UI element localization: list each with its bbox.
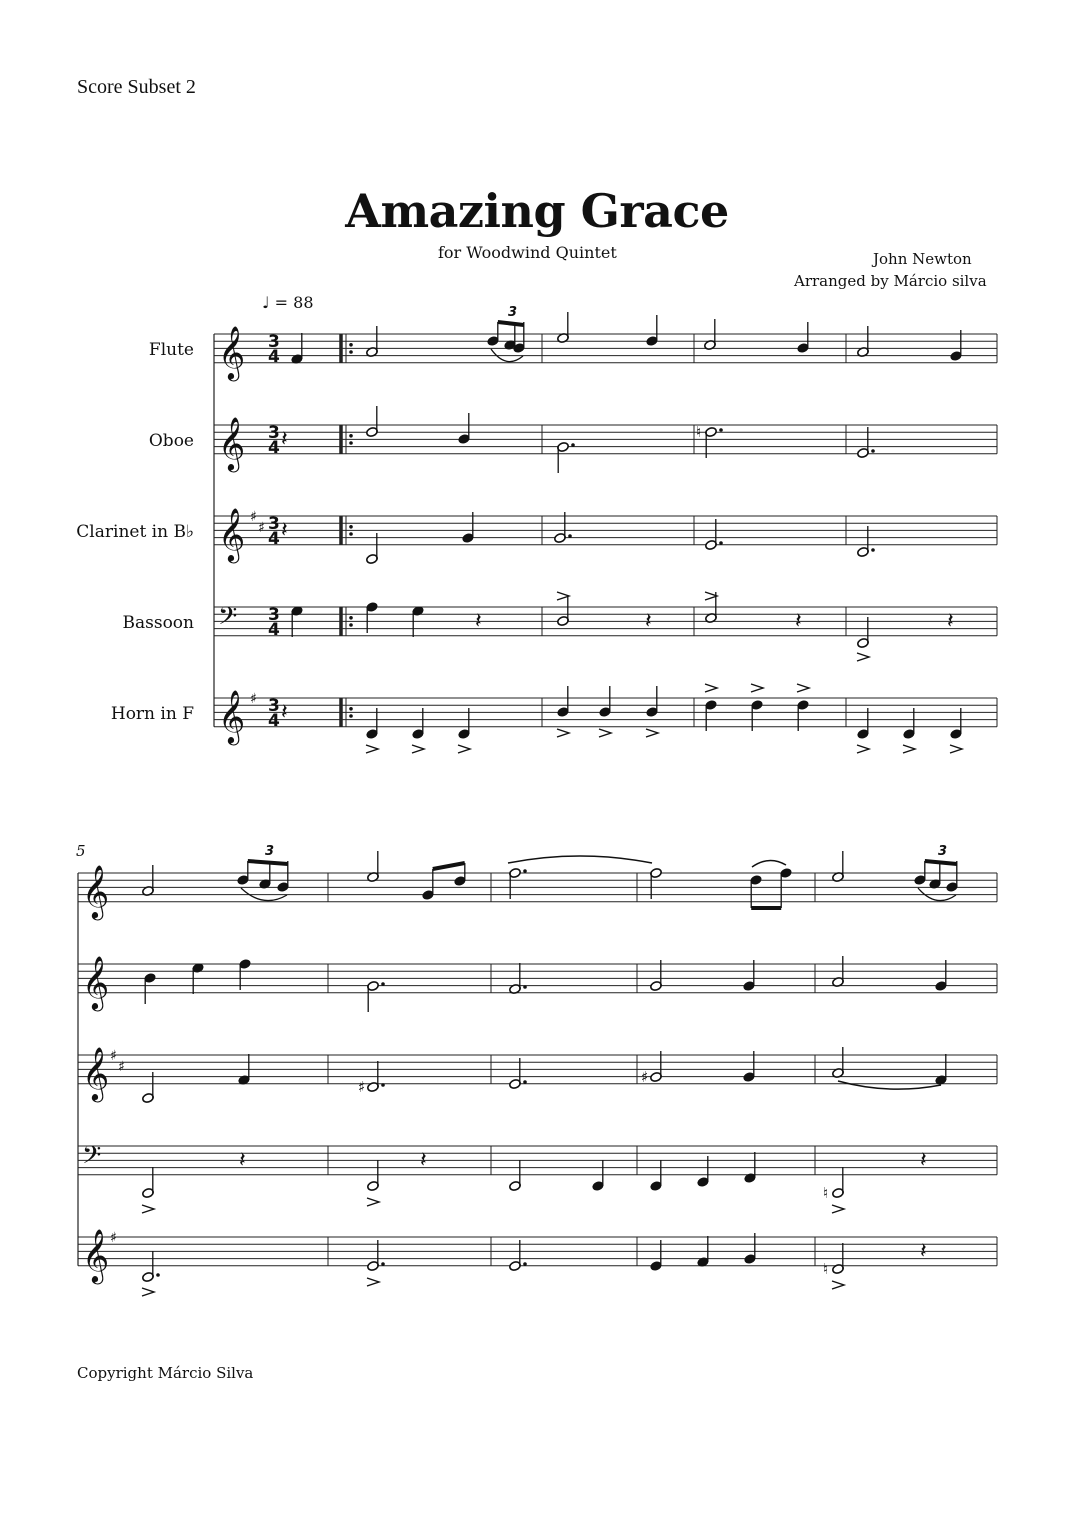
- accent-mark: [367, 1278, 379, 1286]
- instrument-label-oboe: Oboe: [148, 431, 194, 451]
- dot: [523, 1080, 527, 1084]
- instrument-label-horn: Horn in F: [110, 704, 194, 724]
- measure-number: 5: [76, 842, 86, 860]
- accent-mark: [142, 1288, 154, 1296]
- dot: [871, 449, 875, 453]
- quarter-rest: 𝄽: [281, 518, 288, 543]
- key-signature-sharp: ♯: [250, 509, 257, 525]
- repeat-dot: [349, 714, 353, 718]
- dot: [871, 548, 875, 552]
- slur: [838, 1081, 941, 1089]
- accidental: ♯: [641, 1068, 649, 1086]
- accidental: ♮: [823, 1184, 829, 1202]
- quarter-note-icon: ♩: [262, 293, 270, 312]
- time-signature-numerator: 3: [268, 696, 280, 716]
- dot: [719, 541, 723, 545]
- treble-clef-icon: 𝄞: [82, 1046, 110, 1100]
- treble-clef-icon: 𝄞: [82, 955, 110, 1009]
- dot: [156, 1273, 160, 1277]
- repeat-dot: [349, 350, 353, 354]
- bass-clef-icon: 𝄢: [82, 1141, 102, 1176]
- key-signature-sharp: ♯: [118, 1059, 125, 1075]
- dot: [571, 443, 575, 447]
- accent-mark: [797, 684, 809, 692]
- accent-mark: [142, 1205, 154, 1213]
- repeat-dot: [349, 434, 353, 438]
- accent-mark: [832, 1281, 844, 1289]
- accent-mark: [557, 729, 569, 737]
- time-signature-denominator: 4: [268, 620, 280, 640]
- treble-clef-icon: 𝄞: [82, 864, 110, 918]
- accent-mark: [903, 745, 915, 753]
- quarter-rest: 𝄽: [645, 609, 652, 634]
- quarter-rest: 𝄽: [920, 1239, 927, 1264]
- accent-mark: [599, 729, 611, 737]
- accent-mark: [832, 1205, 844, 1213]
- repeat-dot: [349, 343, 353, 347]
- slur: [508, 856, 652, 863]
- accent-mark: [857, 745, 869, 753]
- treble-clef-icon: 𝄞: [218, 507, 246, 561]
- accent-mark: [705, 684, 717, 692]
- quarter-rest: 𝄽: [420, 1148, 427, 1173]
- accent-mark: [646, 729, 658, 737]
- bass-clef-icon: 𝄢: [218, 602, 238, 637]
- accent-mark: [751, 684, 763, 692]
- repeat-dot: [349, 616, 353, 620]
- note-beam: [925, 861, 957, 864]
- dot: [719, 428, 723, 432]
- time-signature-numerator: 3: [268, 514, 280, 534]
- time-signature-numerator: 3: [268, 332, 280, 352]
- copyright-notice: Copyright Márcio Silva: [77, 1364, 254, 1382]
- arranger-credit: Arranged by Márcio silva: [794, 272, 987, 290]
- treble-clef-icon: 𝄞: [218, 416, 246, 470]
- dot: [523, 1262, 527, 1266]
- dot: [381, 1262, 385, 1266]
- time-signature-numerator: 3: [268, 423, 280, 443]
- treble-clef-icon: 𝄞: [218, 689, 246, 743]
- time-signature-denominator: 4: [268, 711, 280, 731]
- score-title: Amazing Grace: [345, 184, 729, 238]
- accent-mark: [950, 745, 962, 753]
- quarter-rest: 𝄽: [281, 700, 288, 725]
- quarter-rest: 𝄽: [795, 609, 802, 634]
- quarter-rest: 𝄽: [239, 1148, 246, 1173]
- tuplet-number: 3: [508, 305, 518, 320]
- repeat-dot: [349, 623, 353, 627]
- quarter-rest: 𝄽: [475, 609, 482, 634]
- repeat-dot: [349, 525, 353, 529]
- instrument-label-clarinet: Clarinet in B♭: [76, 522, 194, 542]
- key-signature-sharp: ♯: [110, 1230, 117, 1246]
- repeat-dot: [349, 441, 353, 445]
- instrument-label-flute: Flute: [148, 340, 194, 360]
- time-signature-denominator: 4: [268, 529, 280, 549]
- note-beam: [433, 863, 465, 869]
- dot: [381, 1083, 385, 1087]
- note-beam: [498, 322, 524, 325]
- key-signature-sharp: ♯: [250, 691, 257, 707]
- accent-mark: [458, 745, 470, 753]
- accidental: ♮: [823, 1260, 829, 1278]
- tempo-value: = 88: [274, 293, 314, 312]
- quarter-rest: 𝄽: [947, 609, 954, 634]
- note-beam: [248, 861, 288, 864]
- accidental: ♮: [696, 423, 702, 441]
- dot: [381, 982, 385, 986]
- slur: [752, 860, 786, 867]
- dot: [568, 534, 572, 538]
- time-signature-denominator: 4: [268, 347, 280, 367]
- score-subtitle: for Woodwind Quintet: [438, 243, 617, 262]
- accent-mark: [366, 745, 378, 753]
- composer-credit: John Newton: [873, 250, 972, 268]
- tuplet-number: 3: [265, 844, 275, 859]
- repeat-dot: [349, 707, 353, 711]
- accent-mark: [367, 1198, 379, 1206]
- score-subset-label: Score Subset 2: [77, 76, 196, 98]
- dot: [523, 985, 527, 989]
- accent-mark: [412, 745, 424, 753]
- accent-mark: [857, 653, 869, 661]
- key-signature-sharp: ♯: [258, 520, 265, 536]
- dot: [523, 869, 527, 873]
- treble-clef-icon: 𝄞: [218, 325, 246, 379]
- repeat-dot: [349, 532, 353, 536]
- tuplet-number: 3: [938, 844, 948, 859]
- accidental: ♯: [358, 1078, 366, 1096]
- quarter-rest: 𝄽: [281, 427, 288, 452]
- quarter-rest: 𝄽: [920, 1148, 927, 1173]
- treble-clef-icon: 𝄞: [82, 1228, 110, 1282]
- key-signature-sharp: ♯: [110, 1048, 117, 1064]
- time-signature-numerator: 3: [268, 605, 280, 625]
- time-signature-denominator: 4: [268, 438, 280, 458]
- instrument-label-bassoon: Bassoon: [122, 613, 194, 633]
